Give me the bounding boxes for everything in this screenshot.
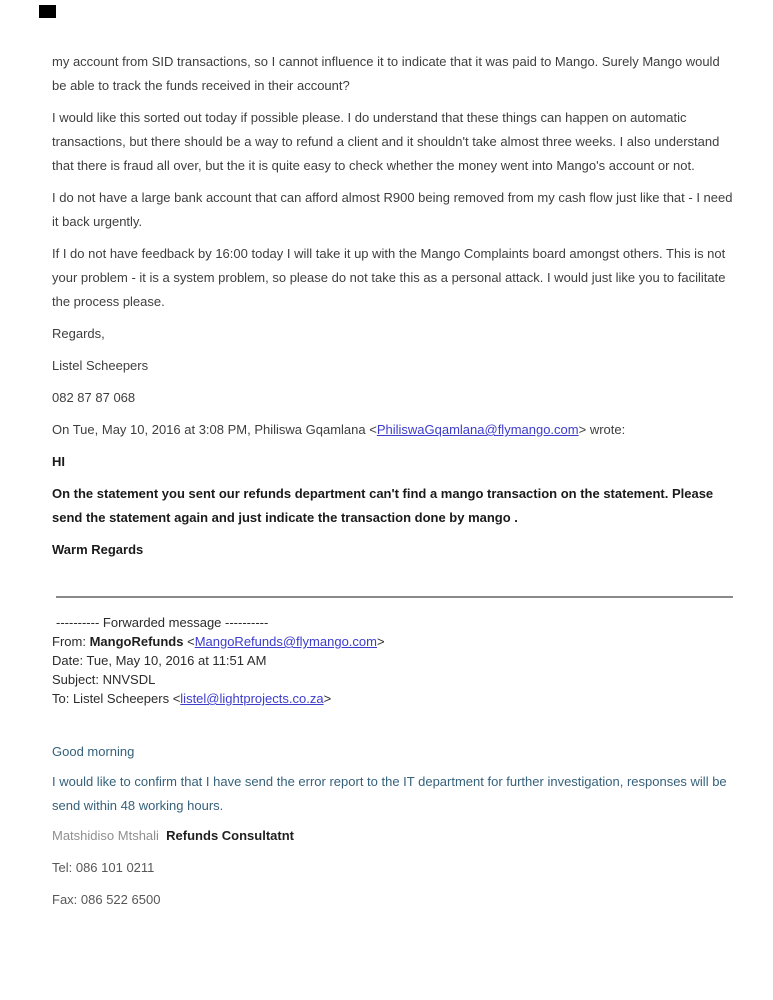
- forwarded-greeting: Good morning: [52, 744, 135, 759]
- subject-line: Subject: NNVSDL: [52, 672, 156, 687]
- signature-name: Matshidiso Mtshali: [52, 828, 159, 843]
- closing-line: Regards,: [52, 326, 105, 341]
- forwarded-body: I would like to confirm that I have send the error report to the IT department for further investigation, responses will be send within 48 working hours.: [52, 774, 727, 813]
- sender-name: Listel Scheepers: [52, 358, 149, 373]
- sender-phone: 082 87 87 068: [52, 390, 136, 405]
- signature-line: [52, 824, 733, 848]
- from-line: [52, 632, 733, 651]
- email-paragraph: I would like this sorted out today if possible please. I do understand that these things can happen on automatic transactions, but there should be a way to refund a client and it shouldn't take almost three weeks. I also understand that there is fraud all over, but the it is quite easy to check whether the money went into Mango's account or not.: [52, 110, 720, 173]
- email-paragraph: I do not have a large bank account that can afford almost R900 being removed from my cash flow just like that - I need it back urgently.: [52, 190, 733, 229]
- date-line: Date: Tue, May 10, 2016 at 11:51 AM: [52, 653, 267, 668]
- quote-attribution-suffix: > wrote:: [578, 422, 626, 437]
- from-name: MangoRefunds: [89, 634, 184, 649]
- forwarded-header: [52, 613, 733, 708]
- listel-email-link[interactable]: listel@lightprojects.co.za: [180, 691, 324, 706]
- philiswa-email-link[interactable]: PhiliswaGqamlana@flymango.com: [376, 422, 579, 437]
- reply-closing: Warm Regards: [52, 542, 144, 557]
- from-label: From:: [52, 634, 86, 649]
- reply-greeting: HI: [52, 454, 65, 469]
- redaction-box: [39, 5, 56, 18]
- angle-open: <: [172, 691, 181, 706]
- tel-line: Tel: 086 101 0211: [52, 860, 155, 875]
- email-paragraph: If I do not have feedback by 16:00 today I will take it up with the Mango Complaints board amongst others. This is not your problem - it is a system problem, so please do not take this as a personal attack. I would just like you to facilitate the process please.: [52, 246, 726, 309]
- quote-attribution: [52, 418, 733, 442]
- angle-close: >: [323, 691, 332, 706]
- horizontal-divider: [56, 596, 733, 598]
- angle-close: >: [376, 634, 385, 649]
- quote-attribution-prefix: On Tue, May 10, 2016 at 3:08 PM, Philiswa Gqamlana <: [52, 422, 377, 437]
- forwarded-message-label: ---------- Forwarded message ----------: [56, 615, 269, 630]
- fax-line: Fax: 086 522 6500: [52, 892, 161, 907]
- email-paragraph: my account from SID transactions, so I cannot influence it to indicate that it was paid to Mango. Surely Mango would be able to track the funds received in their account?: [52, 54, 720, 93]
- to-label: To: Listel Scheepers: [52, 691, 170, 706]
- reply-body: On the statement you sent our refunds department can't find a mango transaction on the statement. Please send the statement again and just indicate the transaction done by mango .: [52, 486, 714, 525]
- angle-open: <: [187, 634, 195, 649]
- mangorefunds-email-link[interactable]: MangoRefunds@flymango.com: [194, 634, 377, 649]
- signature-title: Refunds Consultatnt: [166, 828, 294, 843]
- to-line: [52, 689, 733, 708]
